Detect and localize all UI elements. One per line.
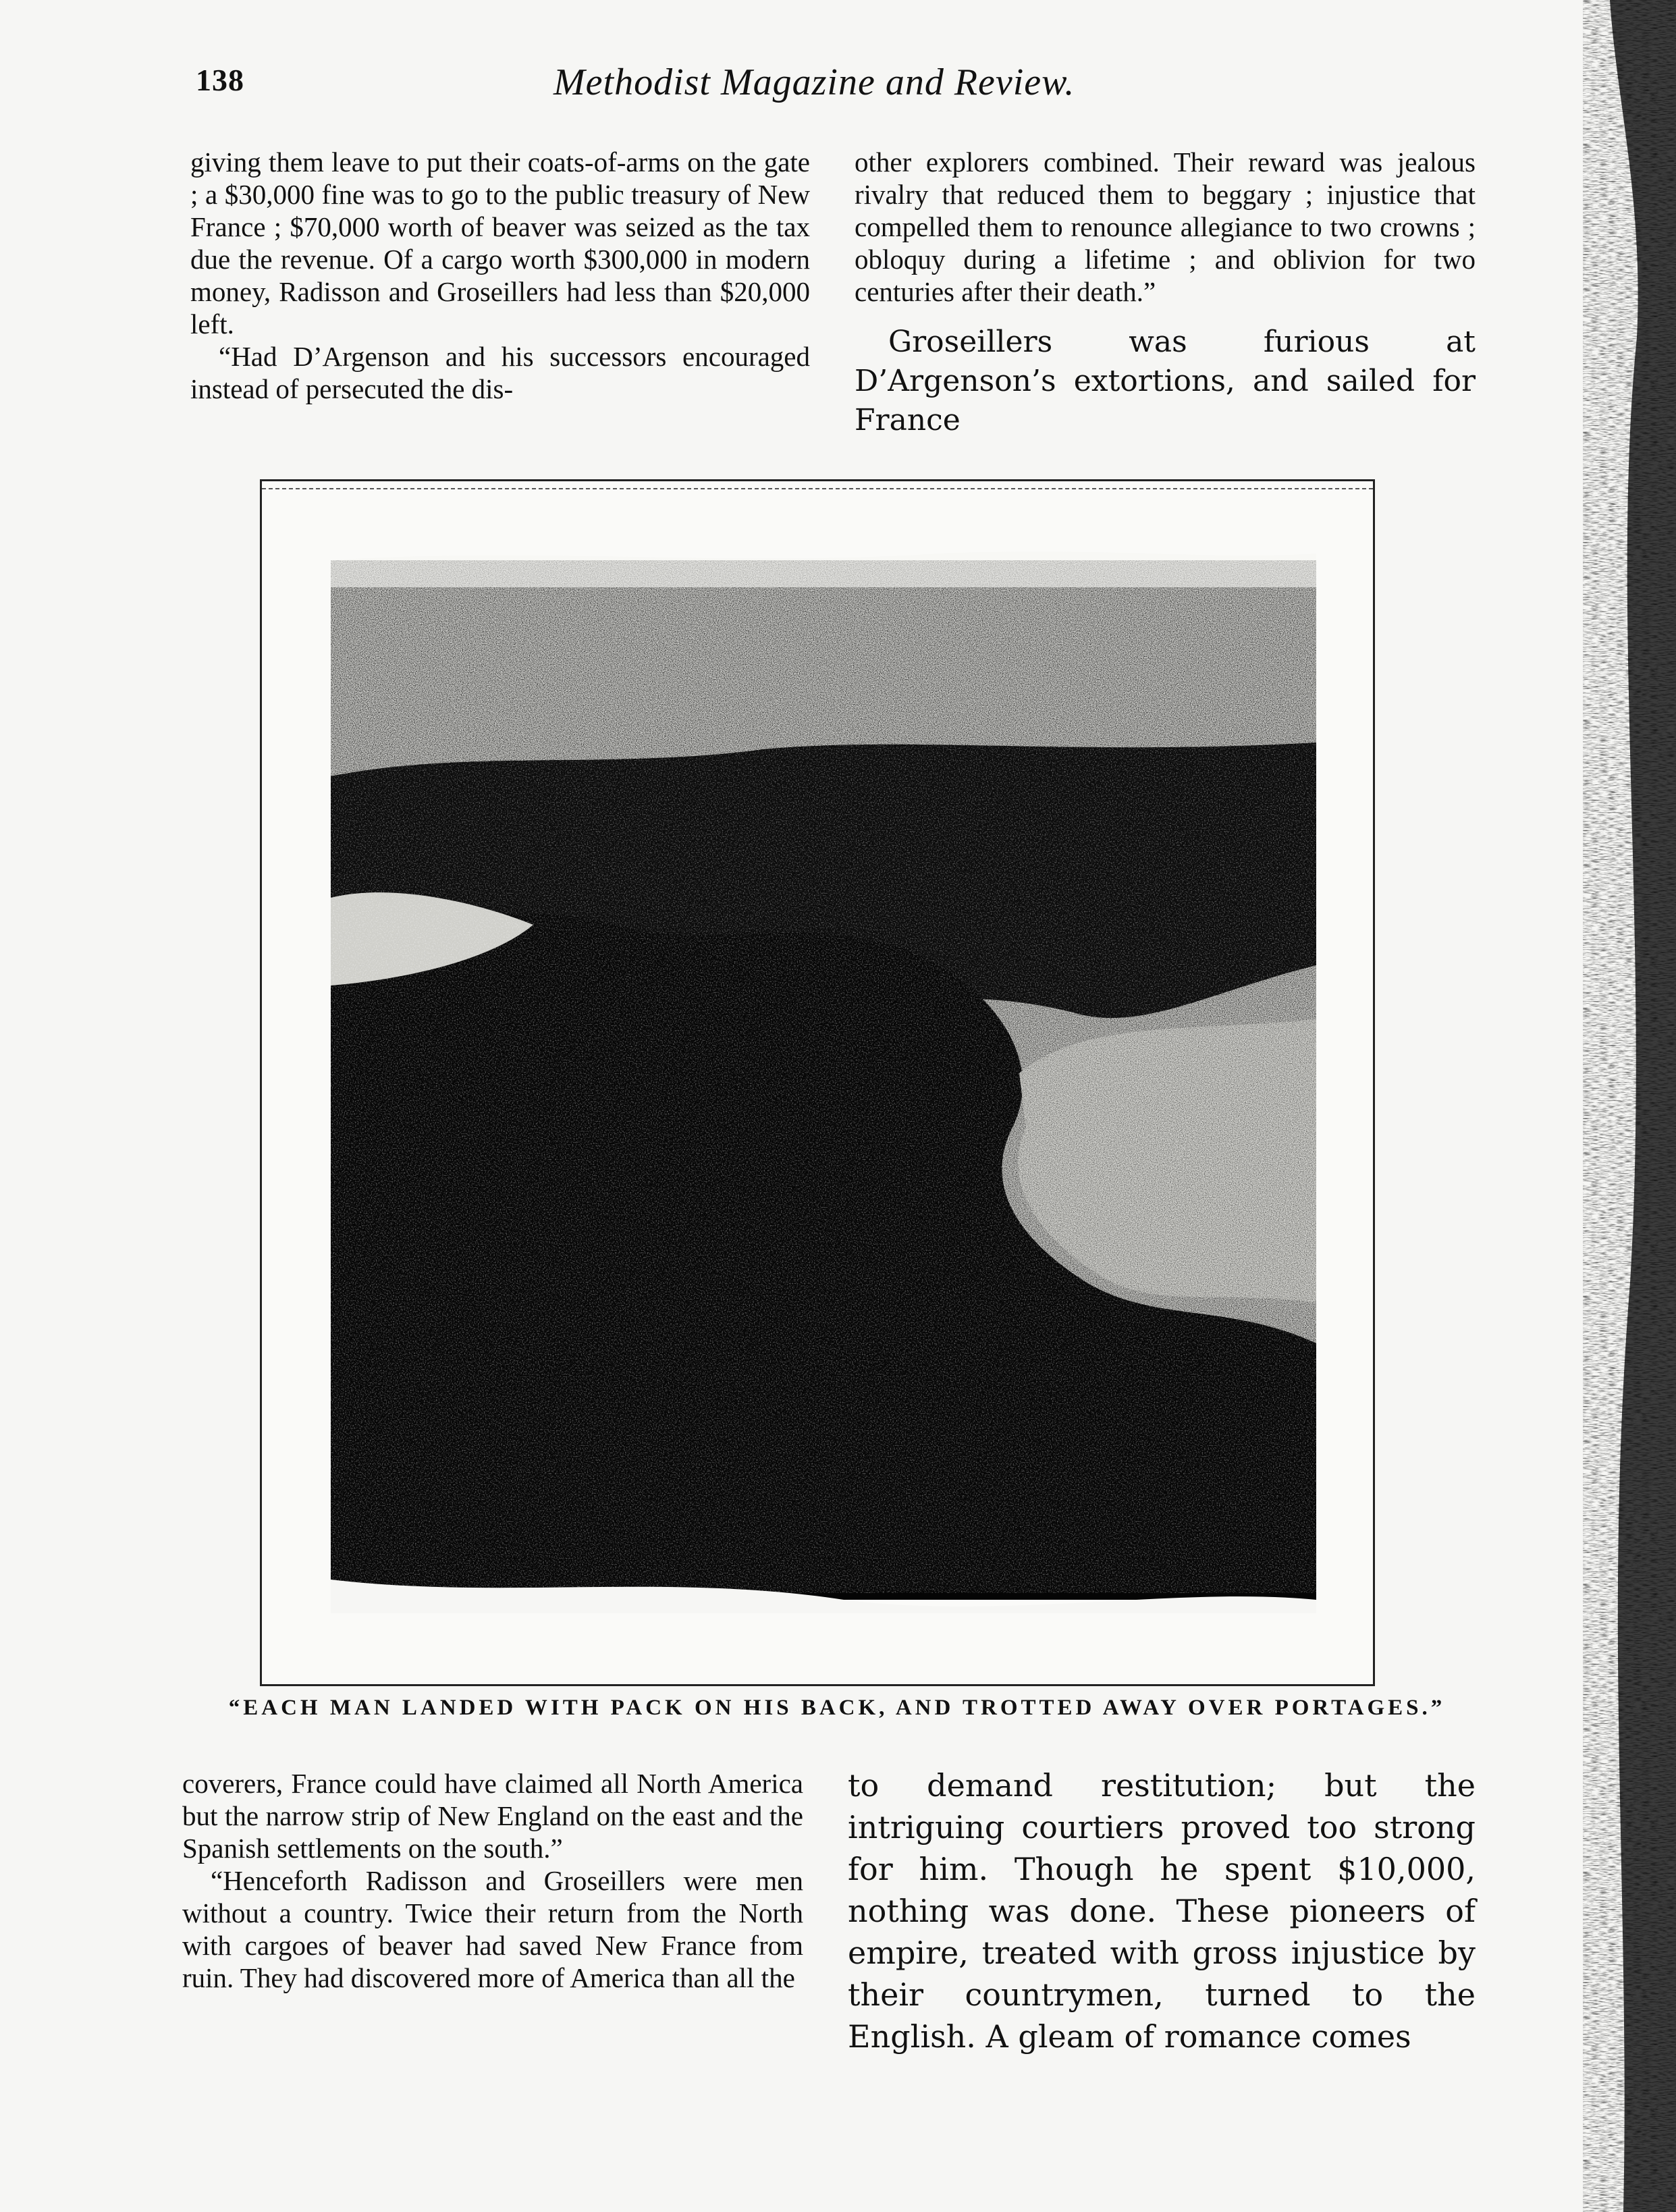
page-number: 138 <box>196 63 244 97</box>
top-right-column <box>855 146 1476 440</box>
page-binding-edge <box>1583 0 1676 2212</box>
paragraph: giving them leave to put their coats-of-arms on the gate ; a $30,000 fine was to go to the public treasury of New France ; $70,000 worth of beaver was seized as the tax due the revenue. Of a cargo worth $300,000 in modern money, Radisson and Groseillers had less than $20,000 left. <box>190 146 810 340</box>
figure-caption: “EACH MAN LANDED WITH PACK ON HIS BACK, AND TROTTED AWAY OVER PORTAGES.” <box>228 1696 1446 1720</box>
paragraph: other explorers combined. Their reward was jealous rivalry that reduced them to beggary ; injustice that compelled them to renounce allegiance to two crowns ; obloquy during a lifetime ; and oblivion for two centuries after their death.” <box>855 146 1476 307</box>
paragraph: coverers, France could have claimed all North America but the narrow strip of New England on the east and the Spanish settlements on the south.” <box>182 1768 803 1864</box>
paragraph: “Henceforth Radisson and Groseillers were men without a country. Twice their return from the North with cargoes of beaver had saved New France from ruin. They had discovered more of America than all the <box>182 1865 803 1993</box>
bottom-left-column <box>182 1767 803 1994</box>
halftone-illustration <box>331 547 1316 1613</box>
figure-rule <box>262 488 1373 489</box>
top-left-column <box>190 146 810 405</box>
running-title: Methodist Magazine and Review. <box>553 61 1075 103</box>
paragraph: to demand restitution; but the intriguing courtiers proved too strong for him. Though he spent $10,000, nothing was done. These pioneers of empire, treated with gross injustice by their countrymen, turned to the English. A gleam of romance comes <box>848 1767 1476 2055</box>
paragraph: Groseillers was furious at D’Argenson’s extortions, and sailed for France <box>855 325 1476 437</box>
bottom-right-column <box>848 1764 1476 2057</box>
paragraph: “Had D’Argenson and his successors encouraged instead of persecuted the dis- <box>190 341 810 404</box>
